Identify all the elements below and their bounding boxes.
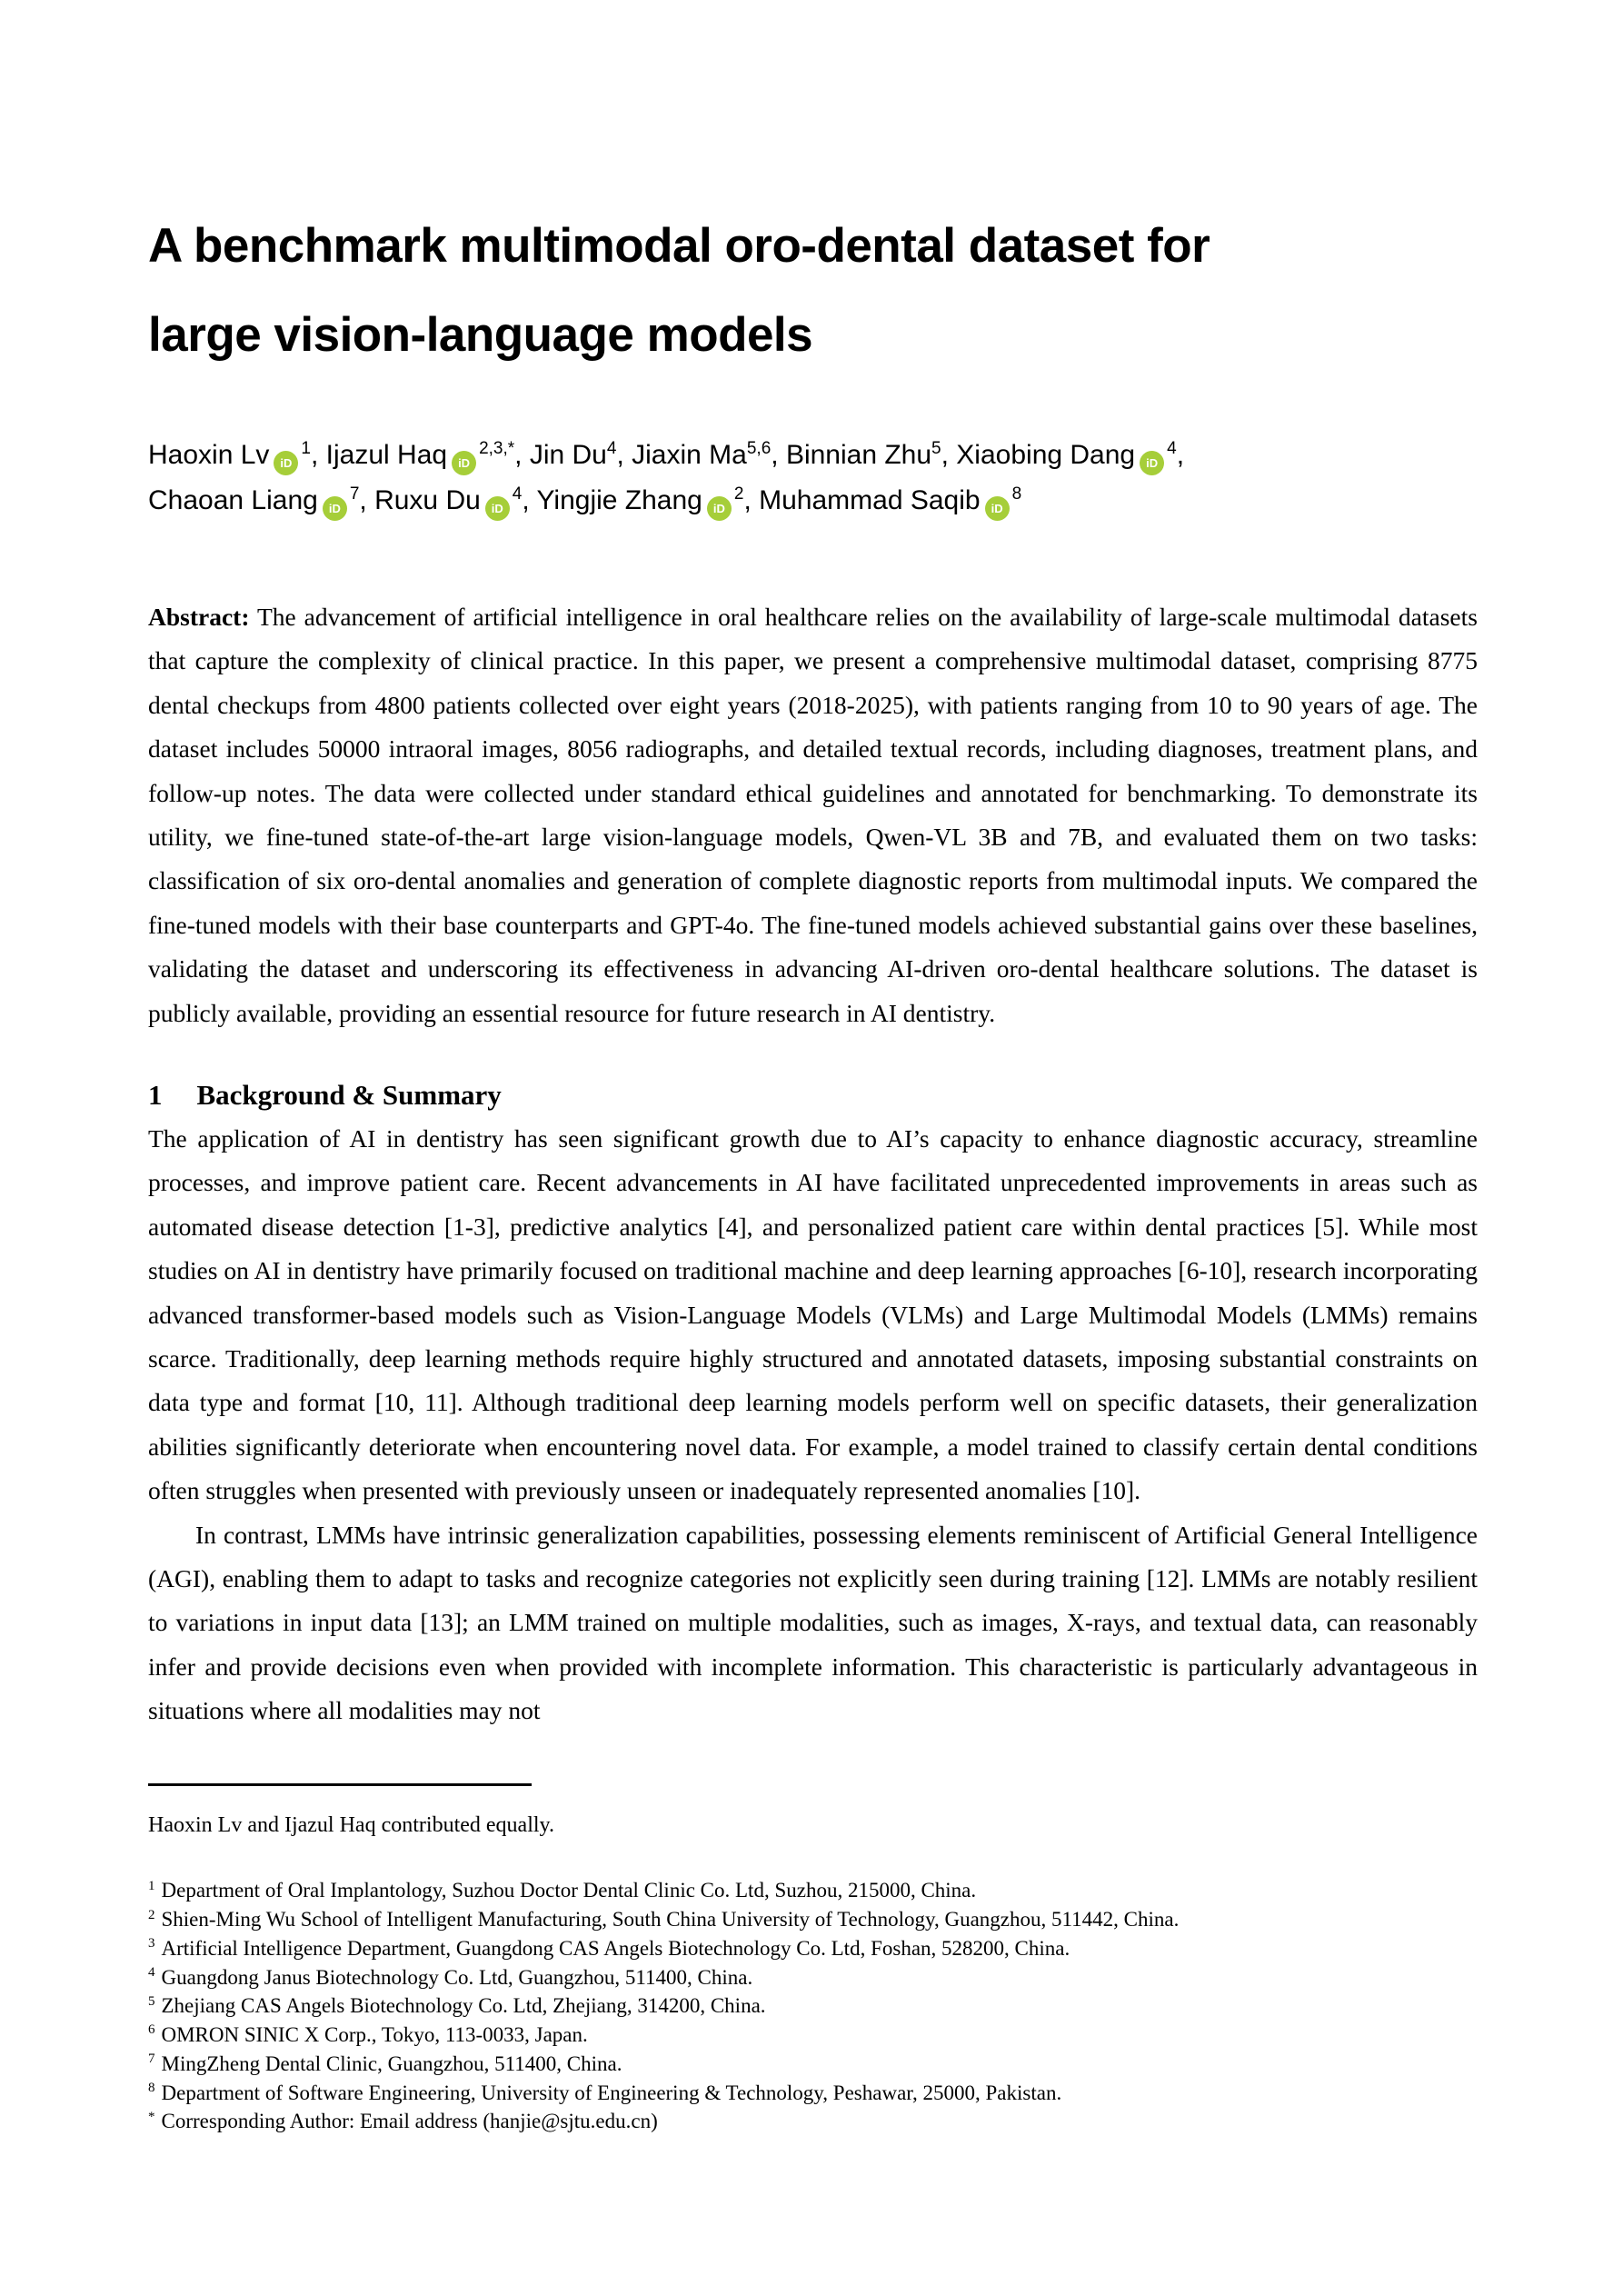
author [148, 485, 374, 515]
author [759, 485, 1021, 515]
author-name: Muhammad Saqib [759, 484, 981, 515]
body-paragraph-2: In contrast, LMMs have intrinsic generalization capabilities, possessing elements reminiscent of Artificial General Intelligence (AGI), enabling them to adapt to tasks and recognize categories not explicitly seen during training [12]. LMMs are notably resilient to variations in input data [13]; an LMM trained on multiple modalities, such as images, X-rays, and textual data, can reasonably infer and provide decisions even when provided with incomplete information. This characteristic is particularly advantageous in situations where all modalities may not [148, 1520, 1478, 1725]
author-line-1 [148, 433, 1478, 478]
author [148, 440, 326, 470]
footnote-item [148, 1963, 1478, 1992]
author [530, 440, 632, 470]
author-superscript: 5 [931, 439, 941, 459]
footnote-marker: 1 [148, 1878, 155, 1893]
body-paragraph-1: The application of AI in dentistry has seen significant growth due to AI’s capacity to enhance diagnostic accuracy, streamline processes, and improve patient care. Recent advancements in AI have facilitated unprecedented improvements in areas such as automated disease detection [1-3], predictive analytics [4], and personalized patient care within dental practices [5]. While most studies on AI in dentistry have primarily focused on traditional machine and deep learning approaches [6-10], research incorporating advanced transformer-based models such as Vision-Language Models (VLMs) and Large Multimodal Models (LMMs) remains scarce. Traditionally, deep learning methods require highly structured and annotated datasets, imposing substantial constraints on data type and format [10, 11]. Although traditional deep learning models perform well on specific datasets, their generalization abilities significantly deteriorate when encountering novel data. For example, a model trained to classify certain dental conditions often struggles when presented with previously unseen or inadequately represented anomalies [10]. [148, 1124, 1478, 1505]
orcid-icon[interactable]: iD [707, 496, 732, 521]
author-list [148, 433, 1478, 523]
orcid-icon[interactable]: iD [485, 496, 510, 521]
footnote-item [148, 2021, 1478, 2050]
footnote-marker: 8 [148, 2080, 155, 2095]
section-heading [148, 1079, 1478, 1112]
author [786, 440, 956, 470]
author-name: Jin Du [529, 440, 607, 471]
footnote-marker: 3 [148, 1936, 155, 1952]
footnote-text: Zhejiang CAS Angels Biotechnology Co. Ltd, Zhejiang, 314200, China. [161, 1994, 766, 2018]
footnote-text: Department of Software Engineering, University of Engineering & Technology, Peshawar, 25000, Pakistan. [161, 2081, 1062, 2104]
author [326, 440, 530, 470]
author-separator: , [616, 440, 632, 471]
author-separator: , [941, 440, 957, 471]
orcid-icon[interactable]: iD [274, 451, 298, 475]
orcid-icon[interactable]: iD [452, 451, 476, 475]
footnote-text: Artificial Intelligence Department, Guangdong CAS Angels Biotechnology Co. Ltd, Foshan, 528200, China. [161, 1936, 1070, 1960]
equal-contribution-note: Haoxin Lv and Ijazul Haq contributed equally. [148, 1813, 554, 1838]
paper-title-line1: A benchmark multimodal oro-dental dataset for [148, 219, 1210, 273]
footnote-item [148, 2107, 1478, 2136]
author-name: Haoxin Lv [148, 440, 270, 471]
author-superscript: 2,3,* [479, 439, 515, 459]
author-separator: , [1176, 440, 1185, 471]
orcid-icon[interactable]: iD [985, 496, 1010, 521]
footnote-list [148, 1876, 1478, 2136]
footnote-marker: 6 [148, 2022, 155, 2038]
footnote-text: Department of Oral Implantology, Suzhou Doctor Dental Clinic Co. Ltd, Suzhou, 215000, China. [161, 1879, 977, 1902]
abstract-label: Abstract: [148, 603, 250, 632]
footnote-item [148, 2079, 1478, 2108]
footnote-text: Guangdong Janus Biotechnology Co. Ltd, Guangzhou, 511400, China. [161, 1965, 753, 1989]
author-name: Chaoan Liang [148, 484, 318, 515]
footnote-marker: 2 [148, 1907, 155, 1922]
footnote-text: MingZheng Dental Clinic, Guangzhou, 511400, China. [161, 2051, 622, 2075]
footnote-marker: 4 [148, 1965, 155, 1981]
footnote-item [148, 1876, 1478, 1905]
author-superscript: 5,6 [746, 439, 772, 459]
author-superscript: 8 [1011, 484, 1022, 504]
footnote-text: Shien-Ming Wu School of Intelligent Manufacturing, South China University of Technology, Guangzhou, 511442, China. [161, 1908, 1180, 1932]
footnote-item [148, 2050, 1478, 2079]
author-superscript: 1 [301, 439, 311, 459]
author-line-2 [148, 478, 1478, 524]
author-superscript: 4 [512, 484, 523, 504]
author-name: Jiaxin Ma [632, 440, 747, 471]
footnote-item [148, 1934, 1478, 1963]
author-superscript: 4 [606, 439, 617, 459]
author [632, 440, 786, 470]
footnote-item [148, 1992, 1478, 2021]
author [537, 485, 760, 515]
author-superscript: 4 [1167, 439, 1177, 459]
footnote-item [148, 1905, 1478, 1934]
section-number: 1 [148, 1079, 163, 1111]
author-separator: , [310, 440, 326, 471]
footnote-divider [148, 1783, 532, 1786]
orcid-icon[interactable]: iD [323, 496, 347, 521]
author-name: Ruxu Du [374, 484, 481, 515]
footnote-text: OMRON SINIC X Corp., Tokyo, 113-0033, Japan. [161, 2023, 588, 2047]
author-name: Xiaobing Dang [956, 440, 1136, 471]
author-separator: , [522, 484, 537, 515]
author-separator: , [514, 440, 530, 471]
orcid-icon[interactable]: iD [1140, 451, 1164, 475]
paper-title-line2: large vision-language models [148, 308, 813, 363]
abstract-text: The advancement of artificial intelligence in oral healthcare relies on the availability of large-scale multimodal datasets that capture the complexity of clinical practice. In this paper, we present a comprehensive multimodal dataset, comprising 8775 dental checkups from 4800 patients collected over eight years (2018-2025), with patients ranging from 10 to 90 years of age. The dataset includes 50000 intraoral images, 8056 radiographs, and detailed textual records, including diagnoses, treatment plans, and follow-up notes. The data were collected under standard ethical guidelines and annotated for benchmarking. To demonstrate its utility, we fine-tuned state-of-the-art large vision-language models, Qwen-VL 3B and 7B, and evaluated them on two tasks: classification of six oro-dental anomalies and generation of complete diagnostic reports from multimodal inputs. We compared the fine-tuned models with their base counterparts and GPT-4o. The fine-tuned models achieved substantial gains over these baselines, validating the dataset and underscoring its effectiveness in advancing AI-driven oro-dental healthcare solutions. The dataset is publicly available, providing an essential resource for future research in AI dentistry. [148, 603, 1478, 1027]
footnote-marker: 7 [148, 2051, 155, 2067]
author-superscript: 2 [733, 484, 744, 504]
footnote-marker: 5 [148, 1993, 155, 2009]
author-separator: , [771, 440, 786, 471]
author-separator: , [359, 484, 375, 515]
author-name: Yingjie Zhang [536, 484, 702, 515]
section-title: Background & Summary [196, 1079, 502, 1111]
author-name: Binnian Zhu [785, 440, 932, 471]
footnote-marker: * [148, 2109, 155, 2124]
author [956, 440, 1184, 470]
footnote-text: Corresponding Author: Email address (hanjie@sjtu.edu.cn) [161, 2110, 658, 2133]
abstract [148, 595, 1478, 1035]
author-superscript: 7 [349, 484, 360, 504]
paper-title [148, 202, 1478, 380]
author [374, 485, 536, 515]
author-name: Ijazul Haq [325, 440, 448, 471]
author-separator: , [743, 484, 760, 515]
